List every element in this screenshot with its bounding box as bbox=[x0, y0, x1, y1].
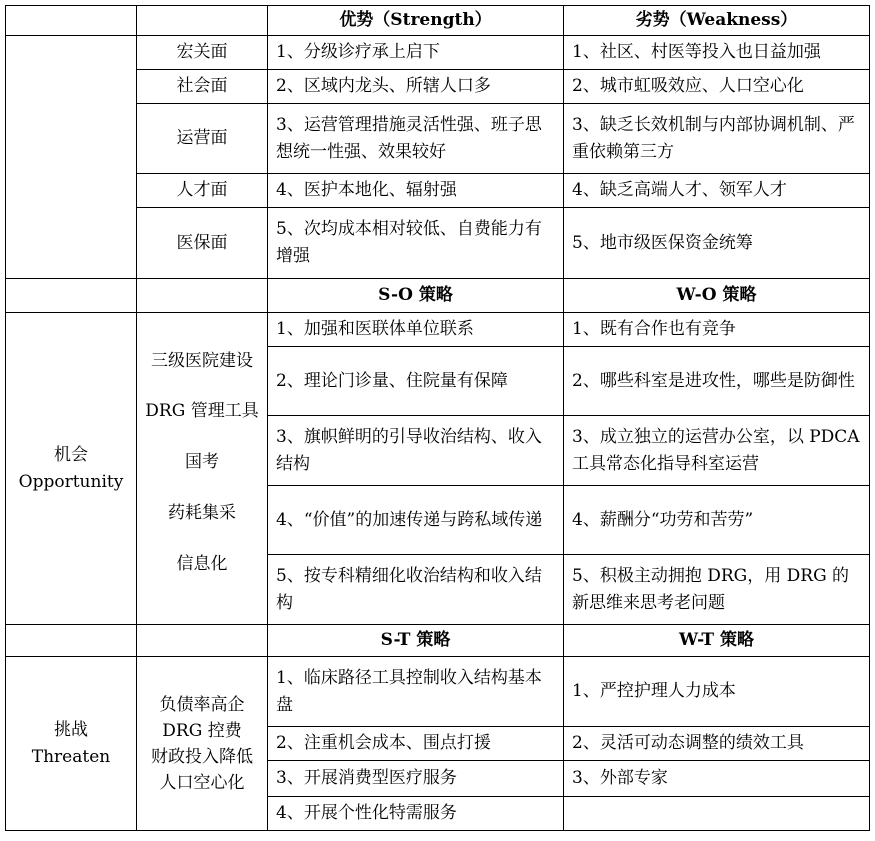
opportunity-label-cn: 机会 bbox=[54, 444, 88, 465]
blank-cell bbox=[6, 36, 137, 279]
wo-cell: 4、薪酬分“功劳和苦劳” bbox=[564, 486, 870, 555]
wo-cell: 3、成立独立的运营办公室，以 PDCA 工具常态化指导科室运营 bbox=[564, 416, 870, 486]
strength-cell: 1、分级诊疗承上启下 bbox=[268, 36, 564, 70]
blank-cell bbox=[137, 279, 268, 313]
factor-item: 国考 bbox=[185, 451, 219, 472]
strength-cell: 5、次均成本相对较低、自费能力有增强 bbox=[268, 208, 564, 279]
so-cell: 4、“价值”的加速传递与跨私域传递 bbox=[268, 486, 564, 555]
opportunity-factors bbox=[137, 313, 268, 625]
table-row bbox=[6, 313, 870, 347]
so-header: S-O 策略 bbox=[268, 279, 564, 313]
table-row bbox=[6, 36, 870, 70]
threat-label-en: Threaten bbox=[31, 746, 111, 767]
corner-cell bbox=[137, 6, 268, 36]
wo-cell: 5、积极主动拥抱 DRG，用 DRG 的新思维来思考老问题 bbox=[564, 555, 870, 625]
wo-header: W-O 策略 bbox=[564, 279, 870, 313]
factor-item: 药耗集采 bbox=[168, 502, 236, 523]
weakness-cell: 1、社区、村医等投入也日益加强 bbox=[564, 36, 870, 70]
wt-cell bbox=[564, 797, 870, 831]
strength-header: 优势（Strength） bbox=[268, 6, 564, 36]
table-row bbox=[6, 657, 870, 727]
weakness-header: 劣势（Weakness） bbox=[564, 6, 870, 36]
factor-item: 三级医院建设 bbox=[151, 350, 253, 371]
opportunity-label bbox=[6, 313, 137, 625]
factor-item: 人口空心化 bbox=[159, 772, 245, 793]
so-cell: 5、按专科精细化收治结构和收入结构 bbox=[268, 555, 564, 625]
blank-cell bbox=[6, 279, 137, 313]
aspect-label: 医保面 bbox=[137, 208, 268, 279]
corner-cell bbox=[6, 6, 137, 36]
st-cell: 3、开展消费型医疗服务 bbox=[268, 761, 564, 797]
blank-cell bbox=[6, 625, 137, 657]
st-cell: 4、开展个性化特需服务 bbox=[268, 797, 564, 831]
so-cell: 2、理论门诊量、住院量有保障 bbox=[268, 347, 564, 416]
st-cell: 2、注重机会成本、围点打援 bbox=[268, 727, 564, 761]
opportunity-label-en: Opportunity bbox=[18, 471, 124, 492]
aspect-label: 运营面 bbox=[137, 104, 268, 174]
threat-label-cn: 挑战 bbox=[54, 719, 88, 740]
weakness-cell: 2、城市虹吸效应、人口空心化 bbox=[564, 70, 870, 104]
factor-item: 财政投入降低 bbox=[151, 746, 253, 767]
blank-cell bbox=[137, 625, 268, 657]
strategy-header-row bbox=[6, 625, 870, 657]
so-cell: 3、旗帜鲜明的引导收治结构、收入结构 bbox=[268, 416, 564, 486]
st-cell: 1、临床路径工具控制收入结构基本盘 bbox=[268, 657, 564, 727]
aspect-label: 人才面 bbox=[137, 174, 268, 208]
so-cell: 1、加强和医联体单位联系 bbox=[268, 313, 564, 347]
factor-item: 信息化 bbox=[176, 553, 228, 574]
strength-cell: 2、区域内龙头、所辖人口多 bbox=[268, 70, 564, 104]
factor-item: 负债率高企 bbox=[159, 694, 245, 715]
strength-cell: 3、运营管理措施灵活性强、班子思想统一性强、效果较好 bbox=[268, 104, 564, 174]
wt-cell: 3、外部专家 bbox=[564, 761, 870, 797]
wt-cell: 1、严控护理人力成本 bbox=[564, 657, 870, 727]
strength-cell: 4、医护本地化、辐射强 bbox=[268, 174, 564, 208]
strategy-header-row bbox=[6, 279, 870, 313]
wo-cell: 1、既有合作也有竞争 bbox=[564, 313, 870, 347]
wt-header: W-T 策略 bbox=[564, 625, 870, 657]
wo-cell: 2、哪些科室是进攻性，哪些是防御性 bbox=[564, 347, 870, 416]
threat-factors bbox=[137, 657, 268, 831]
weakness-cell: 4、缺乏高端人才、领军人才 bbox=[564, 174, 870, 208]
weakness-cell: 5、地市级医保资金统筹 bbox=[564, 208, 870, 279]
swot-header-row bbox=[6, 6, 870, 36]
weakness-cell: 3、缺乏长效机制与内部协调机制、严重依赖第三方 bbox=[564, 104, 870, 174]
threat-label bbox=[6, 657, 137, 831]
swot-table bbox=[5, 5, 870, 831]
wt-cell: 2、灵活可动态调整的绩效工具 bbox=[564, 727, 870, 761]
st-header: S-T 策略 bbox=[268, 625, 564, 657]
aspect-label: 社会面 bbox=[137, 70, 268, 104]
aspect-label: 宏关面 bbox=[137, 36, 268, 70]
factor-item: DRG 控费 bbox=[162, 720, 242, 741]
factor-item: DRG 管理工具 bbox=[145, 400, 259, 421]
